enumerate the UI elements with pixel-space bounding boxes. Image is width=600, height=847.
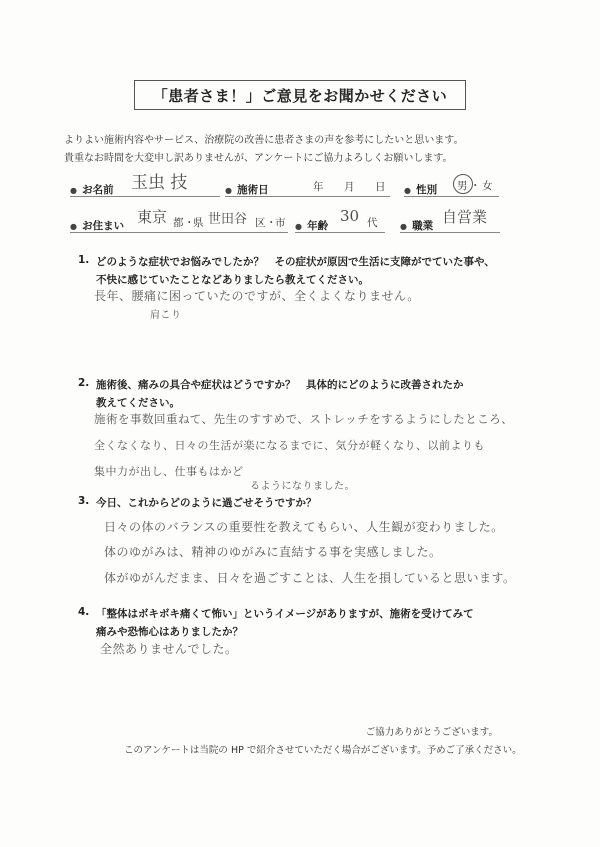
question-2-line-1: 施術後、痛みの具合や症状はどうですか？ 具体的にどのように改善されたか	[96, 379, 464, 391]
gender-female: 女	[482, 180, 493, 192]
job-label: 職業	[412, 220, 434, 232]
question-1-number: 1.	[78, 254, 90, 266]
address-field: ● お住まい	[70, 220, 125, 232]
intro-line-1: よりよい施術内容やサービス、治療院の改善に患者さまの声を参考にしたいと思います。	[64, 135, 464, 146]
age-value: 30	[340, 207, 360, 225]
gender-label: 性別	[416, 184, 438, 196]
name-value: 玉虫 技	[131, 173, 188, 193]
ku-label: 区	[255, 217, 266, 229]
address-underline	[70, 232, 288, 233]
answer-1-line-1: 長年、腰痛に困っていたのですが、全くよくなりません。	[94, 289, 420, 303]
pref-separator: ・	[184, 217, 195, 229]
question-4-line-2: 痛みや恐怖心はありましたか？	[96, 626, 243, 638]
day-label: 日	[375, 181, 386, 193]
gender-field: ● 性別	[404, 184, 438, 196]
gender-underline	[404, 196, 499, 197]
answer-3-line-1: 日々の体のバランスの重要性を教えてもらい、人生観が変わりました。	[104, 520, 504, 534]
answer-4-line-1: 全然ありませんでした。	[100, 642, 238, 656]
answer-3-line-3: 体がゆがんだまま、日々を過ごすことは、人生を損していると思います。	[104, 571, 516, 585]
shi-label: 市	[275, 217, 286, 229]
publication-note: このアンケートは当院の HP で紹介させていただく場合がございます。予めご了承ください。	[124, 745, 522, 756]
answer-3-line-2: 体のゆがみは、精神のゆがみに直結する事を実感しました。	[104, 545, 442, 559]
address-city: 世田谷	[208, 212, 248, 227]
address-prefecture: 東京	[137, 208, 168, 226]
gender-separator: ・	[470, 180, 481, 192]
date-underline	[225, 196, 390, 197]
name-underline	[70, 196, 220, 197]
name-field: ● お名前	[70, 184, 114, 196]
answer-2-line-2: 全くなくなり、日々の生活が楽になるまでに、気分が軽くなり、以前よりも	[94, 439, 485, 452]
age-underline	[295, 232, 385, 233]
date-field: ● 施術日	[225, 184, 269, 196]
gender-male: 男	[457, 180, 468, 192]
answer-2-insertion: るようになりました。	[250, 481, 355, 492]
answer-2-line-3: 集中力が出し、仕事もはかど	[94, 465, 244, 478]
question-4-line-1: 「整体はボキボキ痛くて怖い」というイメージがありますが、施術を受けてみて	[96, 608, 474, 620]
question-4-number: 4.	[78, 606, 90, 618]
address-label: お住まい	[82, 220, 125, 232]
question-2-line-2: 教えてください。	[96, 397, 180, 409]
question-1-line-1: どのような症状でお悩みでしたか？ その症状が原因で生活に支障がでていた事や、	[96, 256, 495, 268]
job-field: ● 職業	[400, 220, 434, 232]
age-label: 年齢	[307, 220, 329, 232]
name-label: お名前	[82, 184, 114, 196]
job-underline	[400, 232, 500, 233]
age-field: ● 年齢	[295, 220, 329, 232]
year-label: 年	[313, 181, 324, 193]
ken-label: 県	[193, 217, 204, 229]
question-2-number: 2.	[78, 377, 90, 389]
to-label: 都	[173, 217, 184, 229]
answer-2-line-1: 施術を事数回重ねて、先生のすすめで、ストレッチをするようにしたところ、	[94, 412, 514, 426]
question-1-line-2: 不快に感じていたことなどありましたら教えてください。	[96, 274, 369, 286]
date-label: 施術日	[237, 184, 269, 196]
month-label: 月	[344, 181, 355, 193]
thanks-text: ご協力ありがとうございます。	[365, 727, 498, 738]
job-value: 自営業	[442, 208, 488, 226]
city-separator: ・	[266, 217, 277, 229]
age-unit: 代	[367, 217, 378, 229]
intro-line-2: 貴重なお時間を大変申し訳ありませんが、アンケートにご協力よろしくお願いします。	[64, 153, 453, 164]
answer-1-insertion: 肩こり	[150, 310, 182, 321]
survey-title: 「患者さま！」ご意見をお聞かせください	[134, 80, 466, 110]
question-3-number: 3.	[78, 495, 90, 507]
question-3-line-1: 今日、これからどのように過ごせそうですか？	[96, 497, 317, 509]
